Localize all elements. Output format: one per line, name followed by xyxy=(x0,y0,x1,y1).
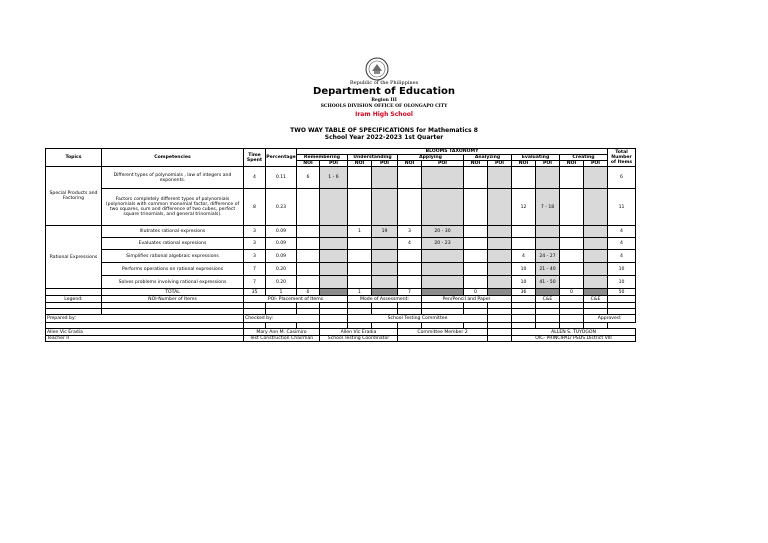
rem-poi-cell xyxy=(320,189,348,226)
table-row xyxy=(46,167,636,189)
poi-header: POI xyxy=(488,161,512,167)
prepared-label: Prepared by: xyxy=(46,315,244,323)
total-row xyxy=(46,289,636,296)
pct-cell: 0.20 xyxy=(266,276,297,289)
coordinator-name: Allen Vic Eradia xyxy=(320,329,398,336)
app-poi-cell xyxy=(422,189,464,226)
noi-header: NOI xyxy=(398,161,422,167)
time-cell: 7 xyxy=(244,276,266,289)
ana-noi-cell xyxy=(464,226,488,238)
time-cell: 3 xyxy=(244,250,266,263)
total-cell: 4 xyxy=(608,238,636,250)
poi-header: POI xyxy=(584,161,608,167)
time-cell: 8 xyxy=(244,189,266,226)
division-text: SCHOOLS DIVISION OFFICE OF OLONGAPO CITY xyxy=(320,104,448,109)
app-noi-cell xyxy=(398,276,422,289)
app-poi-cell: 20 - 30 xyxy=(422,226,464,238)
rem-noi-cell xyxy=(297,189,320,226)
prepared-title: Teacher II xyxy=(46,336,244,342)
level-analyzing: Analyzing xyxy=(464,155,512,161)
cre-noi-cell xyxy=(560,250,584,263)
level-evaluating: Evaluating xyxy=(512,155,560,161)
legend-poi: POI- Placement of Items xyxy=(244,296,348,303)
noi-header: NOI xyxy=(464,161,488,167)
und-noi-cell: 1 xyxy=(348,226,372,238)
eva-poi-cell: 7 - 18 xyxy=(536,189,560,226)
ana-poi-cell xyxy=(488,263,512,276)
total-cell: 6 xyxy=(608,167,636,189)
cre-poi-cell xyxy=(584,276,608,289)
cre-poi-cell xyxy=(584,189,608,226)
table-row xyxy=(46,189,636,226)
ana-poi-cell xyxy=(488,276,512,289)
ana-noi-cell xyxy=(464,167,488,189)
noi-header: NOI xyxy=(512,161,536,167)
eva-poi-cell xyxy=(536,167,560,189)
total-app: 7 xyxy=(398,289,422,296)
app-noi-cell xyxy=(398,189,422,226)
app-poi-cell xyxy=(422,276,464,289)
col-total: Total Number of Items xyxy=(608,149,636,167)
app-noi-cell xyxy=(398,250,422,263)
competency-cell: Simplifies rational algebraic expressions xyxy=(102,250,244,263)
noi-header: NOI xyxy=(560,161,584,167)
level-understanding: Understanding xyxy=(348,155,398,161)
tos-table xyxy=(45,148,636,342)
app-poi-cell: 20 - 23 xyxy=(422,238,464,250)
cre-poi-cell xyxy=(584,263,608,276)
rem-poi-cell xyxy=(320,226,348,238)
cre-poi-cell xyxy=(584,167,608,189)
app-poi-cell xyxy=(422,250,464,263)
total-pct: 1 xyxy=(266,289,297,296)
cre-noi-cell xyxy=(560,238,584,250)
legend-mode: Mode of Assessment: xyxy=(348,296,422,303)
cre-noi-cell xyxy=(560,276,584,289)
rem-noi-cell xyxy=(297,263,320,276)
rem-noi-cell xyxy=(297,226,320,238)
time-cell: 3 xyxy=(244,238,266,250)
total-cre: 0 xyxy=(560,289,584,296)
eva-poi-cell xyxy=(536,226,560,238)
poi-header: POI xyxy=(320,161,348,167)
competency-cell: Evaluates rational expresions xyxy=(102,238,244,250)
und-poi-cell xyxy=(372,238,398,250)
ana-poi-cell xyxy=(488,250,512,263)
pct-cell: 0.11 xyxy=(266,167,297,189)
eva-noi-cell xyxy=(512,238,536,250)
competency-cell: Solves problems involving rational expressions xyxy=(102,276,244,289)
app-noi-cell xyxy=(398,167,422,189)
col-topics: Topics xyxy=(46,149,102,167)
total-und: 1 xyxy=(348,289,372,296)
topic-rational-expressions: Rational Expressions xyxy=(46,226,102,289)
legend-c2: C&E xyxy=(584,296,608,303)
total-items: 50 xyxy=(608,289,636,296)
approved-label: Approved: xyxy=(584,315,636,323)
table-row xyxy=(46,238,636,250)
und-noi-cell xyxy=(348,263,372,276)
department-title: Department of Education xyxy=(313,86,455,97)
rem-poi-cell xyxy=(320,250,348,263)
table-row xyxy=(46,250,636,263)
total-cell: 4 xyxy=(608,226,636,238)
blooms-header: BLOOMS TAXONOMY xyxy=(297,149,608,155)
ana-noi-cell xyxy=(464,250,488,263)
und-poi-cell: 19 xyxy=(372,226,398,238)
total-ana: 0 xyxy=(464,289,488,296)
total-time: 35 xyxy=(244,289,266,296)
cre-poi-cell xyxy=(584,238,608,250)
coordinator-title: School Testing Coordinator xyxy=(320,336,398,342)
col-time: Time Spent xyxy=(244,149,266,167)
rem-noi-cell xyxy=(297,250,320,263)
level-creating: Creating xyxy=(560,155,608,161)
competency-cell: Factors completely different types of polynomials (polynomials with common monomial factor, difference of two squares, sum and difference of two cubes, perfect square trinomials, and general trinomials). xyxy=(102,189,244,226)
document-title: TWO WAY TABLE OF SPECIFICATIONS for Mathematics 8 xyxy=(290,127,478,134)
total-cell: 11 xyxy=(608,189,636,226)
und-noi-cell xyxy=(348,167,372,189)
cre-noi-cell xyxy=(560,189,584,226)
level-remembering: Remembering xyxy=(297,155,348,161)
eva-noi-cell: 12 xyxy=(512,189,536,226)
ana-noi-cell xyxy=(464,263,488,276)
time-cell: 7 xyxy=(244,263,266,276)
approved-name: ALLEN S. TUYOGON xyxy=(512,329,636,336)
rem-noi-cell xyxy=(297,238,320,250)
rem-poi-cell xyxy=(320,238,348,250)
und-poi-cell xyxy=(372,189,398,226)
eva-noi-cell: 10 xyxy=(512,276,536,289)
total-cell: 10 xyxy=(608,263,636,276)
rem-noi-cell xyxy=(297,276,320,289)
und-poi-cell xyxy=(372,167,398,189)
competency-cell: Performs operations on rational expressions xyxy=(102,263,244,276)
approved-title: OIC- PRINCIPAL/ PSDS District VIII xyxy=(512,336,636,342)
rem-poi-cell xyxy=(320,276,348,289)
signatory-labels-row xyxy=(46,315,636,323)
ana-poi-cell xyxy=(488,167,512,189)
legend-noi: NOI-Number of Items xyxy=(102,296,244,303)
competency-cell: Illutrates rational expresions xyxy=(102,226,244,238)
level-applying: Applying xyxy=(398,155,464,161)
app-noi-cell: 3 xyxy=(398,226,422,238)
total-eva: 36 xyxy=(512,289,536,296)
noi-header: NOI xyxy=(297,161,320,167)
cre-noi-cell xyxy=(560,263,584,276)
cre-noi-cell xyxy=(560,226,584,238)
committee-label: School Testing Committee xyxy=(348,315,488,323)
eva-poi-cell xyxy=(536,238,560,250)
und-noi-cell xyxy=(348,238,372,250)
republic-text: Republic of the Philippines xyxy=(349,80,419,86)
region-text: Region III xyxy=(371,98,397,103)
table-row xyxy=(46,226,636,238)
time-cell: 4 xyxy=(244,167,266,189)
signatory-names-row xyxy=(46,329,636,336)
und-noi-cell xyxy=(348,189,372,226)
time-cell: 3 xyxy=(244,226,266,238)
und-poi-cell xyxy=(372,276,398,289)
app-noi-cell: 4 xyxy=(398,238,422,250)
poi-header: POI xyxy=(372,161,398,167)
app-poi-cell xyxy=(422,167,464,189)
pct-cell: 0.09 xyxy=(266,226,297,238)
eva-noi-cell xyxy=(512,167,536,189)
und-noi-cell xyxy=(348,250,372,263)
eva-poi-cell: 21 - 40 xyxy=(536,263,560,276)
school-name: Iram High School xyxy=(355,111,413,118)
col-percentage: Percentage xyxy=(266,149,297,167)
competency-cell: Different types of polynomials , law of integers and exponents. xyxy=(102,167,244,189)
checked-label: Checked by: xyxy=(244,315,320,323)
eva-noi-cell: 10 xyxy=(512,263,536,276)
pct-cell: 0.09 xyxy=(266,250,297,263)
total-label: TOTAL xyxy=(102,289,244,296)
prepared-name: Allen Vic Eradia xyxy=(46,329,244,336)
pct-cell: 0.09 xyxy=(266,238,297,250)
eva-poi-cell: 41 - 50 xyxy=(536,276,560,289)
rem-noi-cell: 6 xyxy=(297,167,320,189)
table-row xyxy=(46,263,636,276)
cre-poi-cell xyxy=(584,226,608,238)
cre-poi-cell xyxy=(584,250,608,263)
eva-noi-cell: 4 xyxy=(512,250,536,263)
eva-poi-cell: 24 - 27 xyxy=(536,250,560,263)
noi-header: NOI xyxy=(348,161,372,167)
total-rem: 6 xyxy=(297,289,320,296)
document-subtitle: School Year 2022-2023 1st Quarter xyxy=(324,134,444,141)
app-noi-cell xyxy=(398,263,422,276)
topic-special-products: Special Products and Factoring xyxy=(46,167,102,226)
eva-noi-cell xyxy=(512,226,536,238)
deped-seal-icon xyxy=(365,57,389,81)
cre-noi-cell xyxy=(560,167,584,189)
ana-poi-cell xyxy=(488,226,512,238)
ana-noi-cell xyxy=(464,238,488,250)
col-competencies: Competencies xyxy=(102,149,244,167)
pct-cell: 0.23 xyxy=(266,189,297,226)
member-name: Committee Member 2 xyxy=(398,329,488,336)
und-poi-cell xyxy=(372,250,398,263)
ana-noi-cell xyxy=(464,189,488,226)
table-row xyxy=(46,276,636,289)
legend-label: Legend: xyxy=(46,296,102,303)
total-cell: 4 xyxy=(608,250,636,263)
ana-poi-cell xyxy=(488,238,512,250)
checked-name: Mary Ann M. Casimiro xyxy=(244,329,320,336)
total-cell: 10 xyxy=(608,276,636,289)
pct-cell: 0.20 xyxy=(266,263,297,276)
und-poi-cell xyxy=(372,263,398,276)
poi-header: POI xyxy=(422,161,464,167)
rem-poi-cell: 1 - 6 xyxy=(320,167,348,189)
legend-c1: C&E xyxy=(536,296,560,303)
und-noi-cell xyxy=(348,276,372,289)
legend-mode-value: Pen/Pencil and Paper xyxy=(422,296,512,303)
ana-noi-cell xyxy=(464,276,488,289)
legend-row xyxy=(46,296,636,303)
app-poi-cell xyxy=(422,263,464,276)
signatory-titles-row xyxy=(46,336,636,342)
checked-title: Test Construction Chairman xyxy=(244,336,320,342)
ana-poi-cell xyxy=(488,189,512,226)
rem-poi-cell xyxy=(320,263,348,276)
poi-header: POI xyxy=(536,161,560,167)
